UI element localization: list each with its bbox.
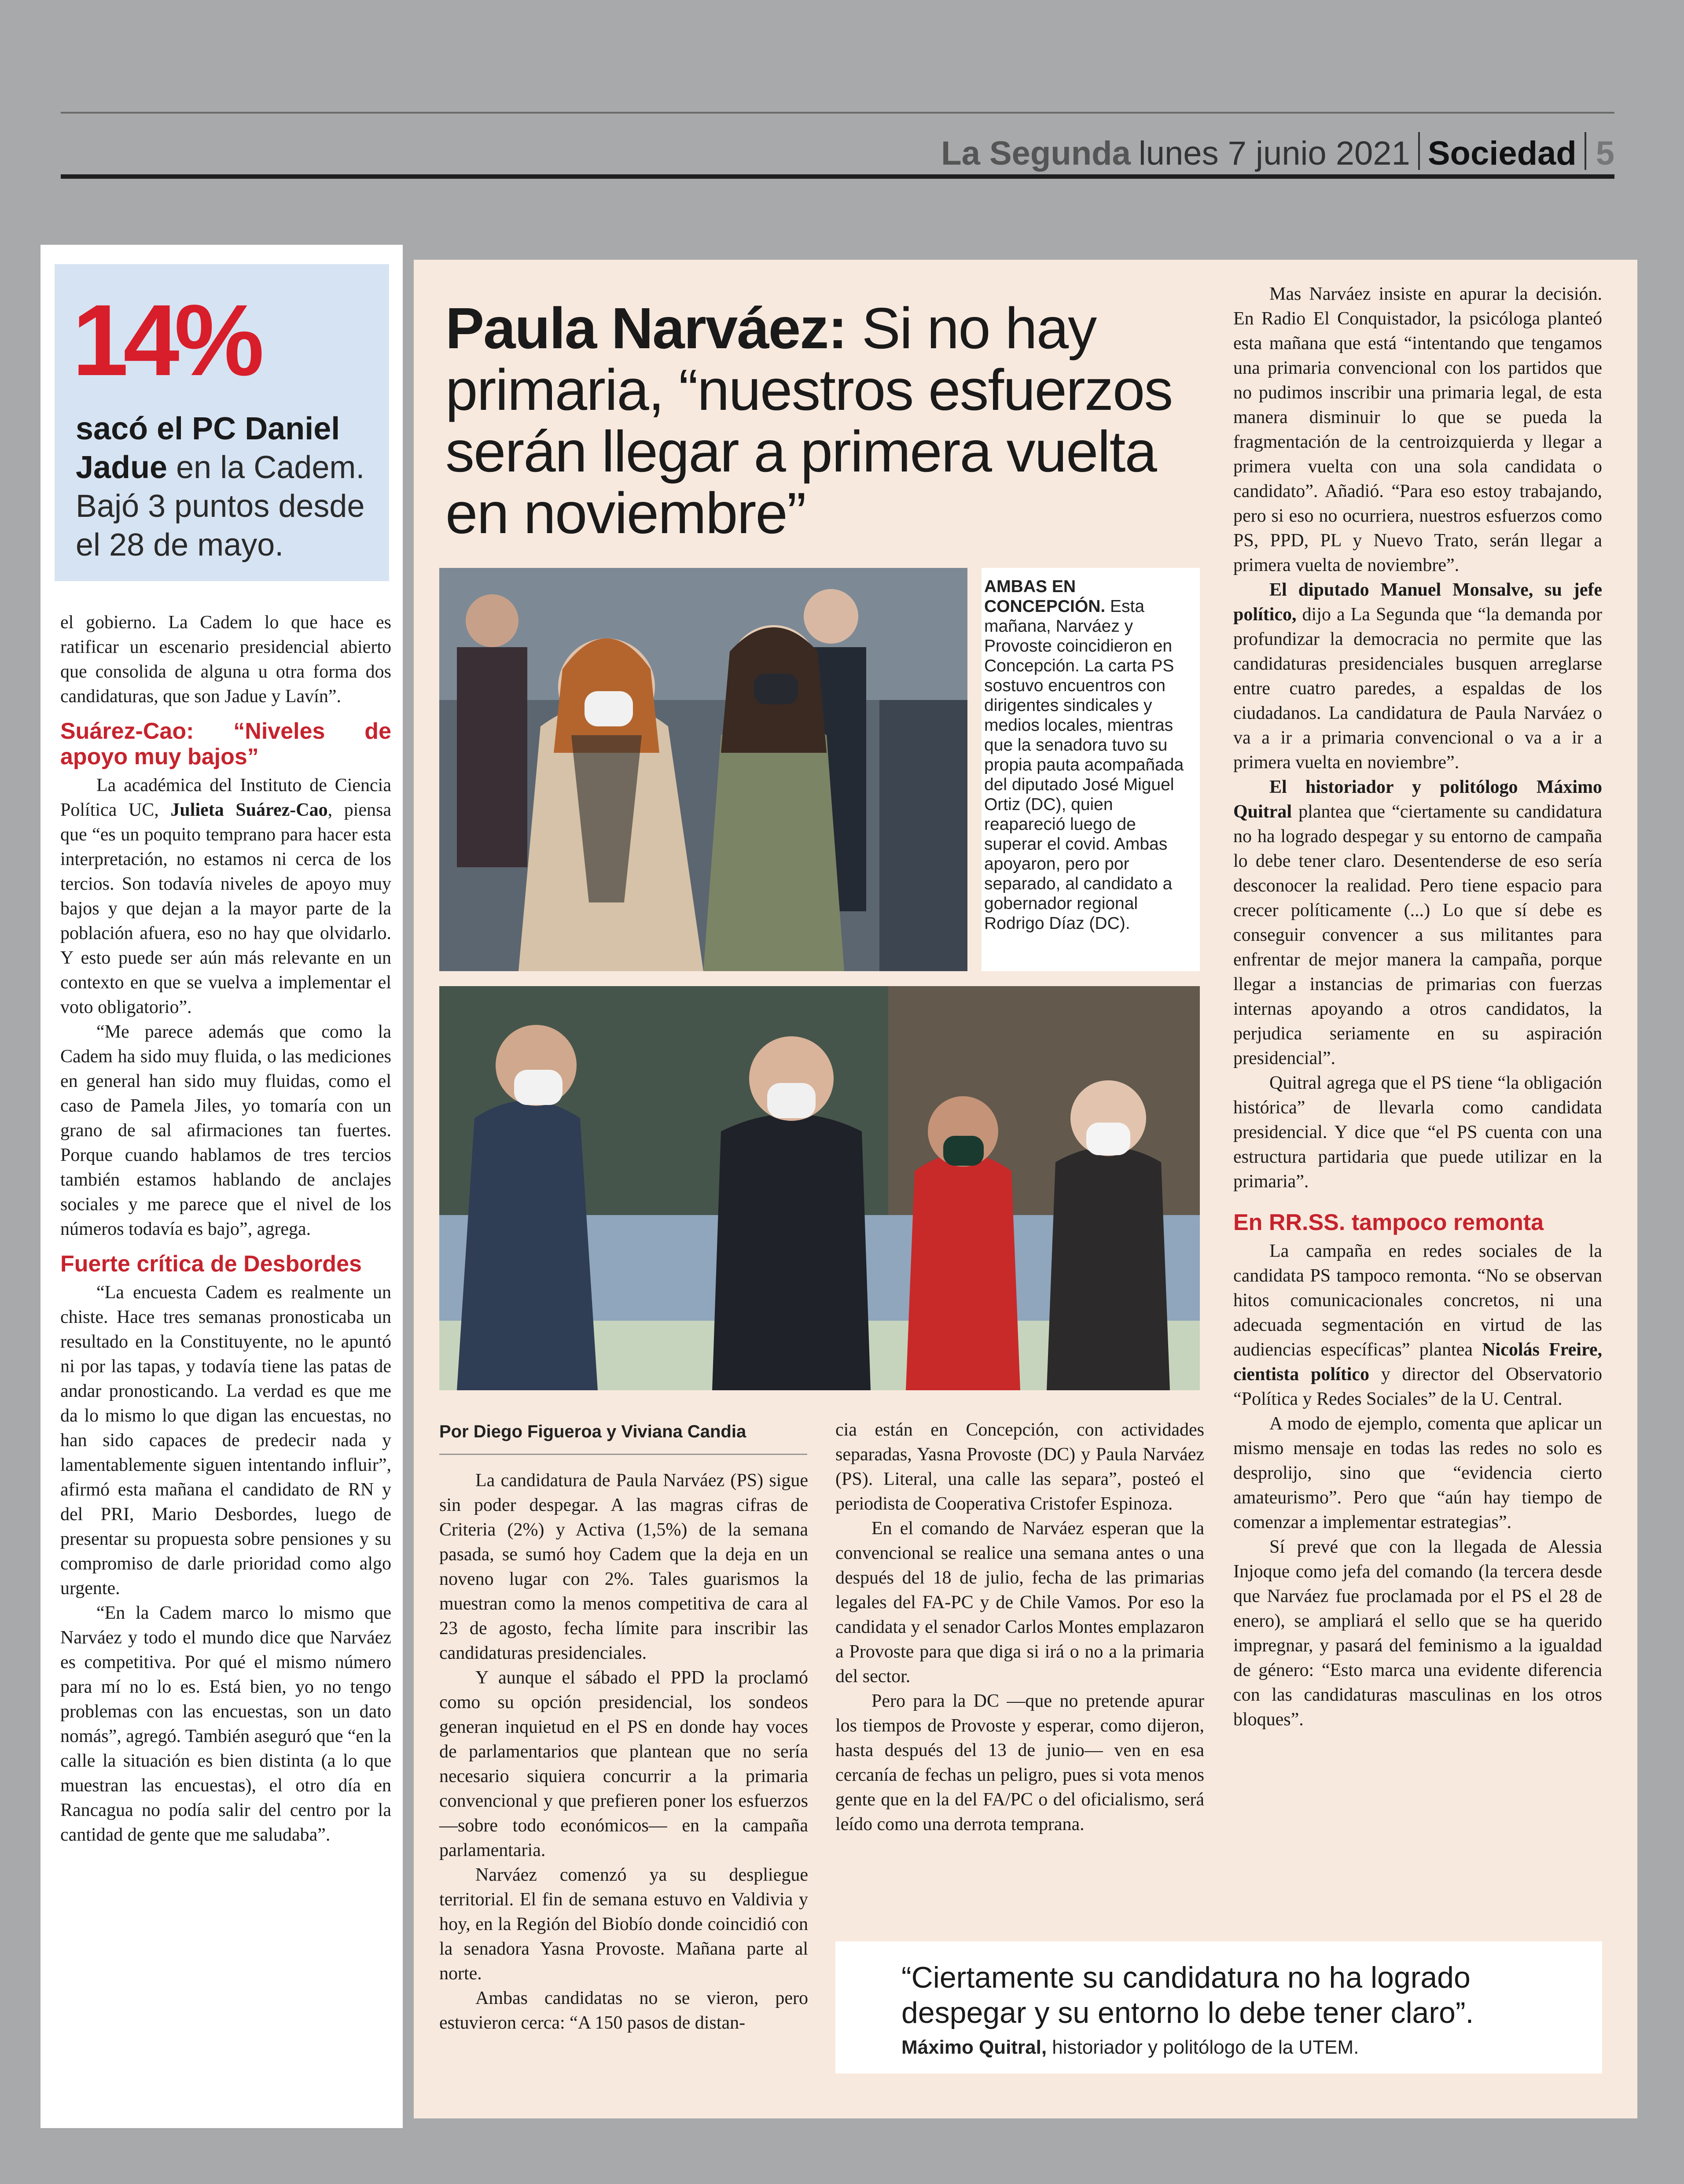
person-name: Nicolás Freire, cientista político [1233,1340,1603,1385]
paragraph: La académica del Instituto de Ciencia Política UC, Julieta Suárez-Cao, piensa que “es un poquito temprano para hacer esta interpretación, no estamos ni cerca de los tercios. Son todavía niveles de apoyo muy bajos y que dejan a la mayor parte de la población afuera, eso no hay que olvidarlo. Y esto puede ser aún más relevante en un contexto en que se vuelva a implementar el voto obligatorio”. [60,775,391,1017]
pull-quote-text: “Ciertamente su candidatura no ha logrado despegar y su entorno lo debe tener claro”. [901,1961,1474,2029]
paragraph: cia están en Concepción, con actividades separadas, Yasna Provoste (DC) y Paula Narváez (PS). Literal, una calle las separa”, posteó el periodista de Cooperativa Cristofer Espinoza. [835,1420,1204,1514]
headline-rest: Si no hay primaria, “nuestros esfuerzos serán llegar a primera vuelta en noviembre” [445,296,1173,545]
paragraph: Pero para la DC —que no pretende apurar los tiempos de Provoste y esperar, como dijeron, hasta después del 13 de junio— ven en esa cercanía de fechas un peligro, pues si vota menos gente que en la del FA/PC o del oficialismo, será leído como una derrota temprana. [835,1691,1204,1834]
paragraph: el gobierno. La Cadem lo que hace es ratificar un escenario presidencial abierto que consolida de alguna u otra forma dos candidaturas, que son Jadue y Lavín”. [60,612,391,707]
byline-rule [439,1454,807,1455]
paragraph: Narváez comenzó ya su despliegue territorial. El fin de semana estuvo en Valdivia y hoy, en la Región del Biobío donde coincidió con la senadora Yasna Provoste. Mañana parte al norte. [439,1865,808,1984]
paragraph: La campaña en redes sociales de la candidata PS tampoco remonta. “No se observan hitos comunicacionales concretos, ni una adecuada segmentación en virtud de las audiencias específicas” plantea Nicolás Freire, cientista político y director del Observatorio “Política y Redes Sociales” de la U. Central. [1233,1241,1603,1409]
subheading: Fuerte crítica de Desbordes [60,1251,362,1277]
pull-quote [835,1941,1602,2074]
paragraph: “La encuesta Cadem es realmente un chiste. Hace tres semanas pronosticaba un resultado en la Constituyente, no le apuntó ni por las tapas, y todavía tiene las patas de andar pronosticando. La verdad es que me da lo mismo lo que digan las encuestas, no han sido capaces de predecir nada y lamentablemente siguen intentando influir”, afirmó esta mañana el candidato de RN y del PRI, Mario Desbordes, luego de presentar su propuesta sobre pensiones y su compromiso de darle prioridad como algo urgente. [60,1282,391,1598]
photo-caption-box [982,568,1200,971]
left-article-body [60,610,391,1847]
main-article [414,260,1637,2118]
person-name: El diputado Manuel Monsalve, su jefe político, [1233,580,1602,625]
stat-number: 14% [72,284,259,397]
subheading: En RR.SS. tampoco remonta [1233,1210,1544,1235]
headline [445,298,1211,544]
subheading: Suárez-Cao: “Niveles de apoyo muy bajos” [60,718,391,770]
stat-rest: en la Cadem. Bajó 3 puntos desde el 28 de mayo. [76,450,365,563]
stat-description [76,409,384,564]
pull-quote-attribution [901,2037,1359,2059]
issue-date: lunes 7 junio 2021 [1138,135,1410,172]
article-column-2 [835,1418,1204,1837]
stat-bold: sacó el PC Daniel Jadue [76,411,340,485]
caption-text: Esta mañana, Narváez y Provoste coincidieron en Concepción. La carta PS sostuvo encuentros con dirigentes sindicales y medios locales, mientras que la senadora tuvo su propia pauta acompañada del diputado José Miguel Ortiz (DC), quien reapareció luego de superar el covid. Ambas apoyaron, pero por separado, al candidato a gobernador regional Rodrigo Díaz (DC). [984,597,1184,933]
byline: Por Diego Figueroa y Viviana Candia [439,1422,746,1441]
person-name: Julieta Suárez-Cao [170,800,328,820]
photo-group-outdoor [439,986,1200,1390]
quote-author: Máximo Quitral, [901,2037,1047,2058]
paragraph: El historiador y politólogo Máximo Quitral plantea que “ciertamente su candidatura no ha logrado despegar y su entorno de campaña lo debe tener claro. Desentenderse de eso sería desconocer la realidad. Pero tiene espacio para crecer políticamente (...) Lo que sí debe es conseguir convencer a sus militantes para enfrentar de mejor manera la campaña, porque llegar a instancias de primarias con fuerzas internas apoyando a otros candidatos, la perjudica seriamente en su aspiración presidencial”. [1233,777,1602,1068]
masthead-rule [61,174,1614,179]
photo-narvaez-concepcion [439,568,967,971]
masthead-divider [1585,132,1586,170]
photo-illustration [439,986,1200,1390]
left-column [40,245,403,2128]
top-rule [61,112,1614,114]
paragraph: En el comando de Narváez esperan que la convencional se realice una semana antes o una después del 18 de julio, fecha de las primarias legales del FA-PC y de Chile Vamos. Por eso la candidata y el senador Carlos Montes emplazaron a Provoste para que diga si irá o no a la primaria del sector. [835,1518,1204,1687]
person-name: El historiador y politólogo Máximo Quitral [1233,777,1602,822]
paragraph: Mas Narváez insiste en apurar la decisión. En Radio El Conquistador, la psicóloga planteó esta mañana que está “intentando que tengamos una primaria convencional con los partidos que no pudimos inscribir una primaria legal, de esta manera disminuir lo que se pueda la fragmentación de la centroizquierda y llegar a primera vuelta con una sola candidata o candidato”. Añadió. “Para eso estoy trabajando, pero si eso no ocurriera, nuestros esfuerzos como PS, PPD, PL y Nuevo Trato, serán llegar a primera vuelta de noviembre”. [1233,284,1602,575]
paragraph: “En la Cadem marco lo mismo que Narváez y todo el mundo dice que Narváez es competitiva. Por qué el mismo número para mí no lo es. Está bien, yo no tengo problemas con las encuestas, son un dato nomás”, agregó. También aseguró que “en la calle la situación es bien distinta (a lo que muestran las encuestas), el otro día en Rancagua no podía salir del centro por la cantidad de gente que me saludaba”. [60,1603,392,1845]
paragraph: “Me parece además que como la Cadem ha sido muy fluida, o las mediciones en general han sido muy fluidas, como el caso de Pamela Jiles, yo tomaría con un grano de sal afirmaciones tan fuertes. Porque cuando hablamos de tres tercios también estamos hablando de anclajes sociales y me parece que el nivel de los números todavía es bajo”, agrega. [60,1022,391,1239]
paragraph: Sí prevé que con la llegada de Alessia Injoque como jefa del comando (la tercera desde que Narváez fue proclamada por el PS el 28 de enero), se ampliará el sello que se ha querido impregnar, y pasará del feminismo a la igualdad de género: “Esto marca una evidente diferencia con las candidaturas masculinas en los otros bloques”. [1233,1537,1602,1730]
quote-author-role: historiador y politólogo de la UTEM. [1047,2037,1359,2058]
paragraph: Y aunque el sábado el PPD la proclamó como su opción presidencial, los sondeos generan inquietud en el PS en donde hay voces de parlamentarios que plantean que no sería necesario siquiera concurrir a la primaria convencional y que prefieren poner los esfuerzos —sobre todo económicos— en la campaña parlamentaria. [439,1668,808,1860]
stat-box [55,264,389,581]
page-number: 5 [1596,135,1614,172]
photo-illustration [439,568,967,971]
caption-lead: AMBAS EN CONCEPCIÓN. [984,577,1106,616]
article-column-1 [439,1468,808,2035]
masthead [941,115,1614,173]
masthead-divider [1418,132,1420,170]
paragraph: La candidatura de Paula Narváez (PS) sigue sin poder despegar. A las magras cifras de Criteria (2%) y Activa (1,5%) de la semana pasada, se sumó hoy Cadem que la deja en un noveno lugar con 2%. Tales guarismos la muestran como la menos competitiva de cara al 23 de agosto, fecha límite para inscribir las candidaturas presidenciales. [439,1470,808,1663]
paragraph: El diputado Manuel Monsalve, su jefe político, dijo a La Segunda que “la demanda por profundizar la democracia no permite que las candidaturas presidenciales busquen arreglarse entre cuatro paredes, a espaldas de los ciudadanos. La candidatura de Paula Narváez o va a ir a primaria convencional o va a ir a primera vuelta en noviembre”. [1233,580,1602,773]
headline-bold: Paula Narváez: [445,296,847,361]
article-column-3 [1233,282,1602,1732]
paragraph: Ambas candidatas no se vieron, pero estuvieron cerca: “A 150 pasos de distan- [439,1988,808,2033]
paragraph: Quitral agrega que el PS tiene “la obligación histórica” de llevarla como candidata presidencial. Y dice que “el PS cuenta con una estructura partidaria que puede utilizar en la primaria”. [1233,1073,1602,1192]
paragraph: A modo de ejemplo, comenta que aplicar un mismo mensaje en todas las redes no solo es desprolijo, sino que “evidencia cierto amateurismo”. Pero que “aún hay tiempo de comenzar a implementar estrategias”. [1233,1414,1602,1532]
photo-caption [984,577,1191,933]
newspaper-name: La Segunda [941,135,1131,172]
section-name: Sociedad [1427,135,1577,172]
